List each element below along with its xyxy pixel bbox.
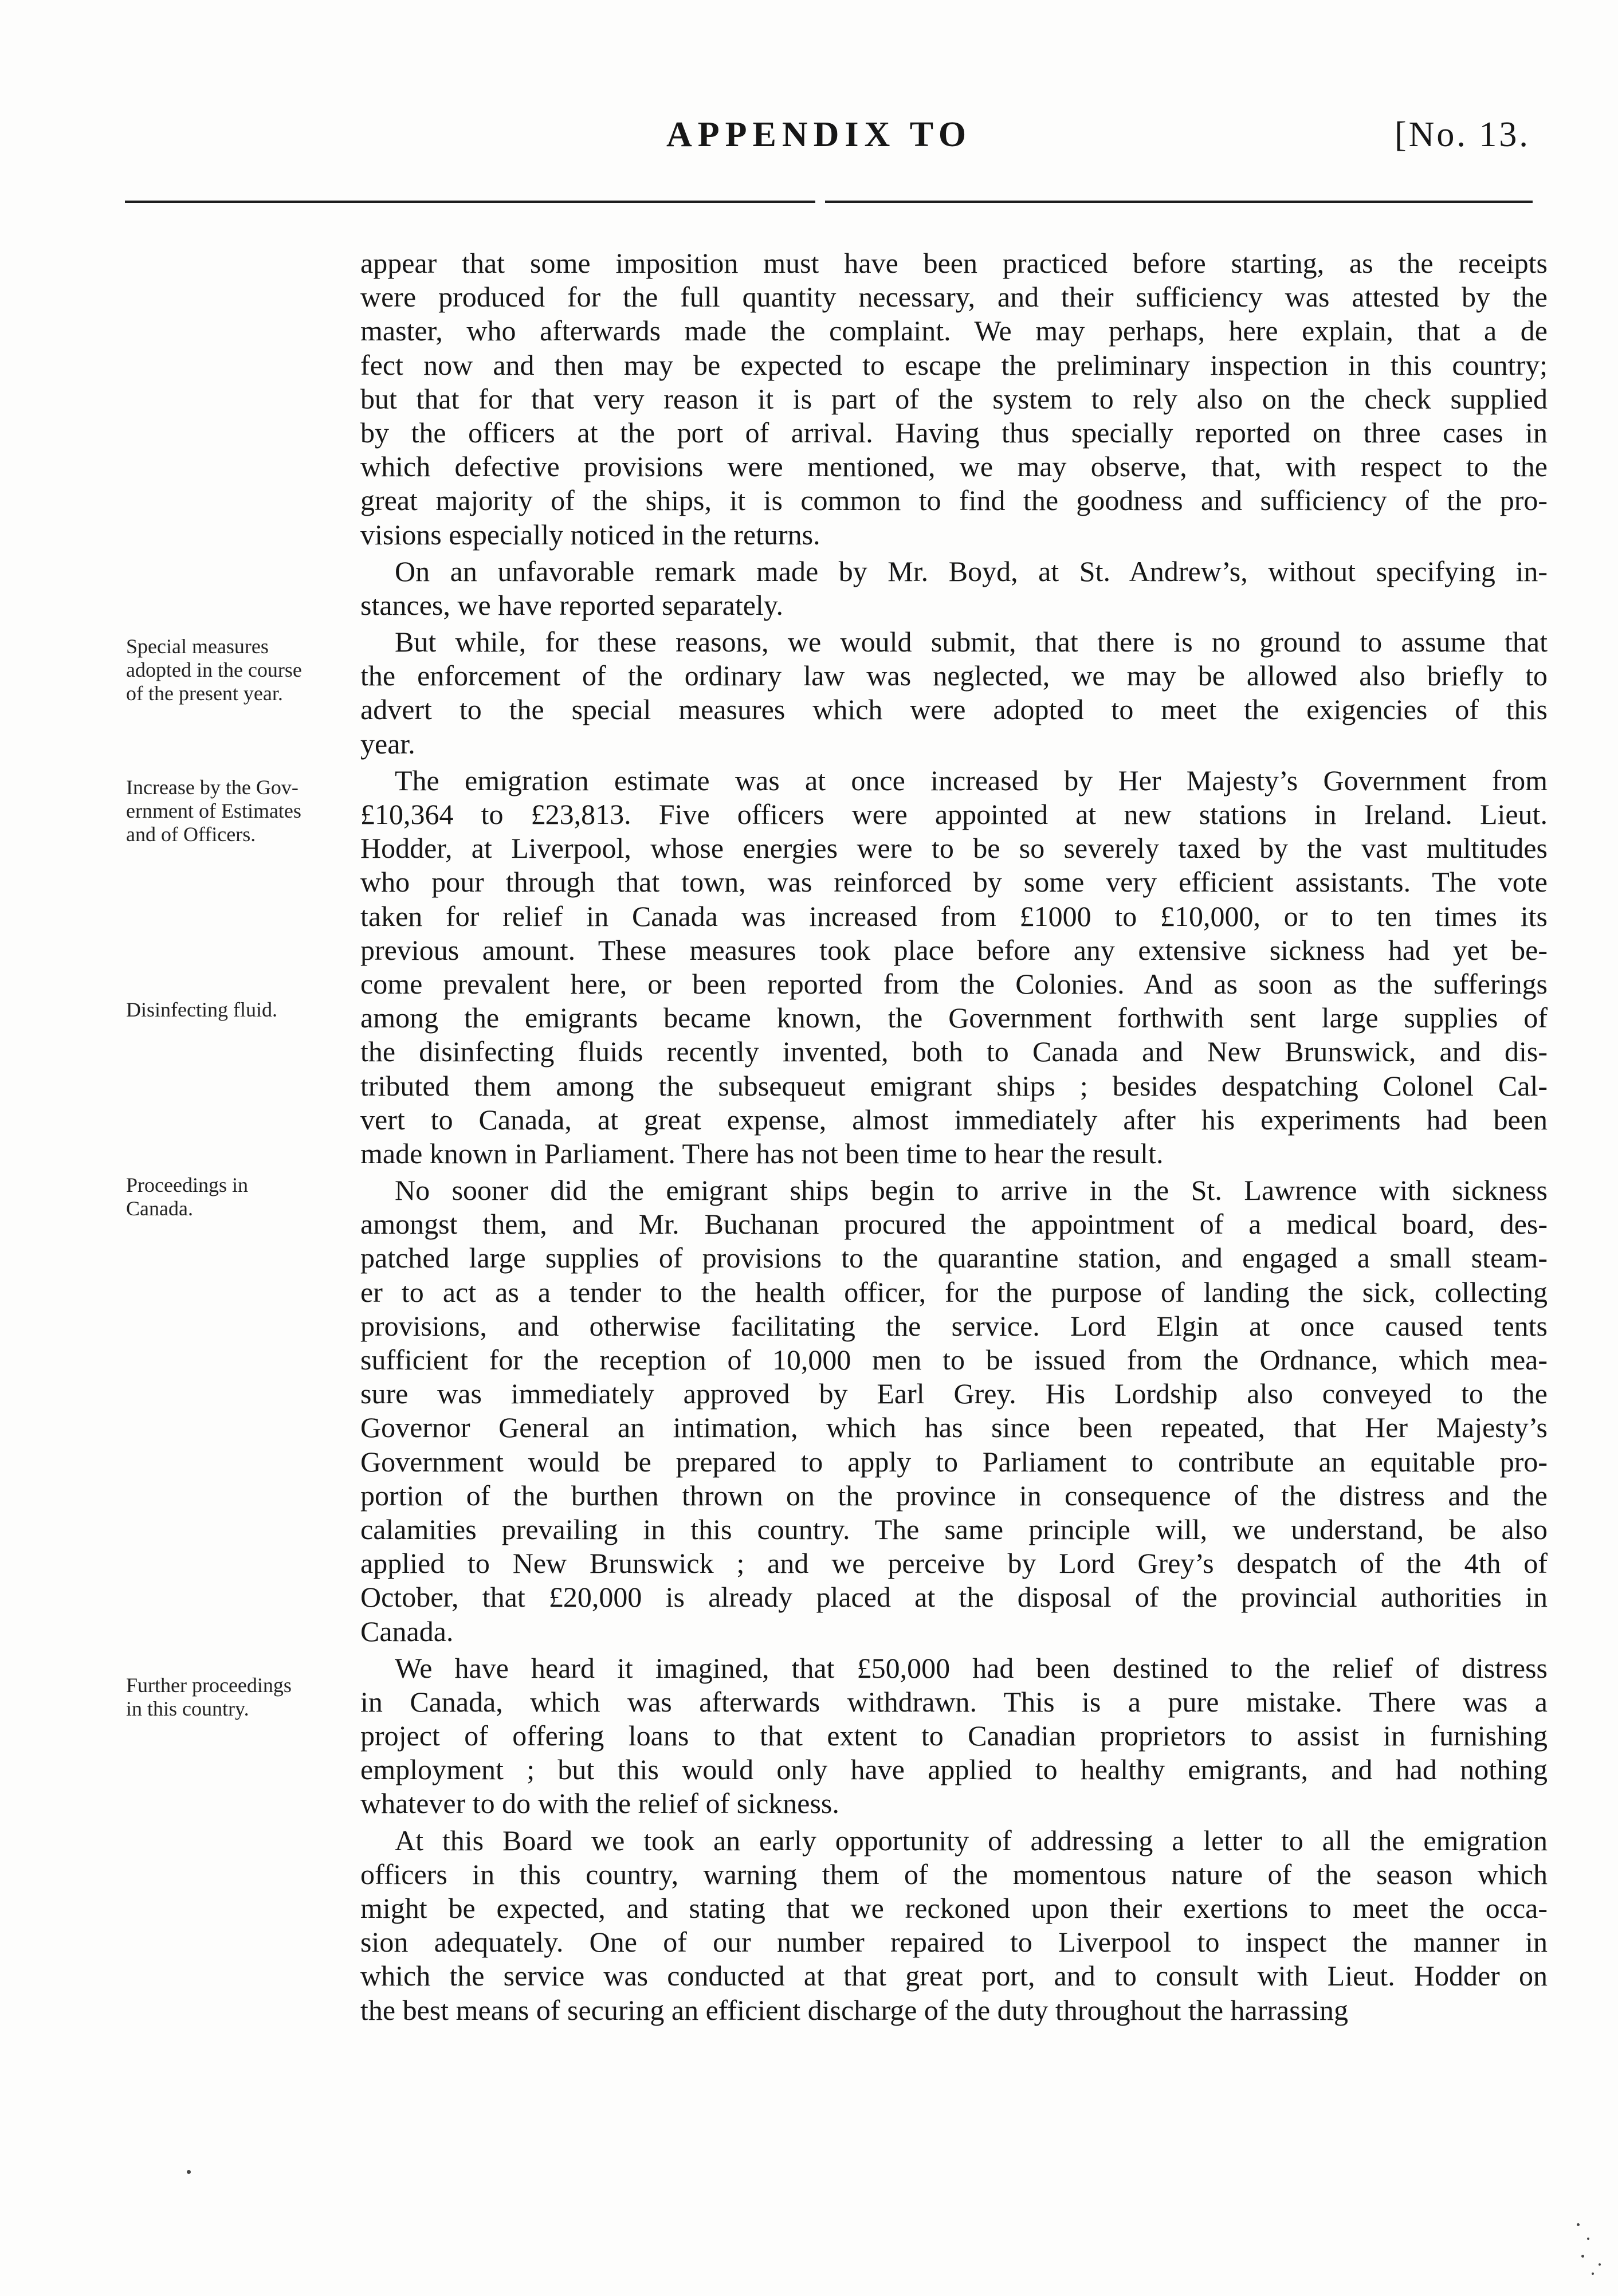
text-line: But while, for these reasons, we would submit, that there is no ground to assume that [395,626,1548,658]
body-text [360,246,1548,2027]
text-line: calamities prevailing in this country. The same principle will, we understand, be also [360,1513,1548,1545]
text-line: by the officers at the port of arrival. Having thus specially reported on three cases in [360,416,1548,449]
text-line: the disinfecting fluids recently invented, both to Canada and New Brunswick, and dis- [360,1035,1548,1068]
header-rule [825,201,1533,203]
text-line: come prevalent here, or been reported from the Colonies. And as soon as the sufferings [360,967,1548,1000]
text-line: among the emigrants became known, the Government forthwith sent large supplies of [360,1002,1548,1034]
text-line: Hodder, at Liverpool, whose energies were to be so severely taxed by the vast multitudes [360,832,1548,865]
margin-note-line: Disinfecting fluid. [126,998,277,1021]
scan-speck [1599,2263,1601,2266]
text-line: At this Board we took an early opportunity of addressing a letter to all the emigration [395,1824,1548,1857]
margin-note-line: and of Officers. [126,823,256,846]
text-line: October, that £20,000 is already placed at the disposal of the provincial authorities in [360,1581,1548,1614]
text-line: made known in Parliament. There has not been time to hear the result. [360,1137,1164,1169]
margin-note-special-measures [126,635,347,705]
paragraph [360,625,1548,761]
text-line: stances, we have reported separately. [360,588,784,621]
text-line: No sooner did the emigrant ships begin to arrive in the St. Lawrence with sickness [395,1174,1548,1207]
text-line: sure was immediately approved by Earl Grey. His Lordship also conveyed to the [360,1377,1548,1410]
text-line: The emigration estimate was at once increased by Her Majesty’s Government from [395,764,1548,796]
page-number: [No. 13. [1395,115,1530,154]
text-line: provisions, and otherwise facilitating the service. Lord Elgin at once caused tents [360,1309,1548,1342]
text-line: great majority of the ships, it is common to find the goodness and sufficiency of the pro- [360,484,1548,517]
text-line: employment ; but this would only have applied to healthy emigrants, and had nothing [360,1753,1548,1786]
scan-speck [187,2170,191,2174]
paragraph [360,1173,1548,1649]
paragraph [360,555,1548,622]
text-line: vert to Canada, at great expense, almost immediately after his experiments had been [360,1103,1548,1136]
text-line: previous amount. These measures took place before any extensive sickness had yet be- [360,933,1548,966]
text-line: sufficient for the reception of 10,000 men to be issued from the Ordnance, which mea- [360,1344,1548,1376]
margin-note-line: of the present year. [126,682,283,705]
text-line: project of offering loans to that extent to Canadian proprietors to assist in furnishing [360,1720,1548,1752]
text-line: tributed them among the subsequeut emigrant ships ; besides despatching Colonel Cal- [360,1069,1548,1102]
text-line: officers in this country, warning them of the momentous nature of the season which [360,1858,1548,1890]
text-line: Governor General an intimation, which has since been repeated, that Her Majesty’s [360,1411,1548,1444]
text-line: which the service was conducted at that great port, and to consult with Lieut. Hodder on [360,1960,1548,1992]
text-line: We have heard it imagined, that £50,000 had been destined to the relief of distress [395,1651,1548,1684]
margin-note-line: ernment of Estimates [126,799,301,822]
margin-note-further-proceedings [126,1674,347,1721]
text-line: in Canada, which was afterwards withdrawn. This is a pure mistake. There was a [360,1685,1548,1718]
text-line: master, who afterwards made the complaint. We may perhaps, here explain, that a de [360,315,1548,347]
text-line: Government would be prepared to apply to Parliament to contribute an equitable pro- [360,1445,1548,1478]
text-line: appear that some imposition must have been practiced before starting, as the receipts [360,247,1548,279]
text-line: might be expected, and stating that we reckoned upon their exertions to meet the occa- [360,1892,1548,1924]
text-line: year. [360,727,415,760]
scan-speck [1587,2238,1589,2240]
margin-note-increase-estimates [126,776,347,846]
margin-note-line: Special measures [126,635,269,658]
text-line: amongst them, and Mr. Buchanan procured the appointment of a medical board, des- [360,1208,1548,1241]
text-line: the best means of securing an efficient discharge of the duty throughout the harrassing [360,1993,1349,2026]
margin-note-line: Canada. [126,1197,193,1220]
paragraph [360,764,1548,1171]
header-rule [125,201,815,203]
running-head-title: APPENDIX TO [666,115,972,154]
scan-speck [1592,2273,1594,2275]
text-line: who pour through that town, was reinforced by some very efficient assistants. The vote [360,866,1548,898]
margin-note-line: Increase by the Gov- [126,776,299,799]
paragraph [360,1651,1548,1821]
text-line: portion of the burthen thrown on the province in consequence of the distress and the [360,1479,1548,1512]
text-line: which defective provisions were mentioned, we may observe, that, with respect to the [360,450,1548,483]
paragraph [360,246,1548,552]
margin-note-line: Proceedings in [126,1173,248,1196]
text-line: taken for relief in Canada was increased from £1000 to £10,000, or to ten times its [360,900,1548,932]
text-line: applied to New Brunswick ; and we perceive by Lord Grey’s despatch of the 4th of [360,1547,1548,1580]
text-line: were produced for the full quantity necessary, and their sufficiency was attested by the [360,281,1548,313]
text-line: er to act as a tender to the health officer, for the purpose of landing the sick, collecting [360,1275,1548,1308]
text-line: the enforcement of the ordinary law was neglected, we may be allowed also briefly to [360,660,1548,692]
text-line: whatever to do with the relief of sickness. [360,1787,839,1820]
text-line: £10,364 to £23,813. Five officers were appointed at new stations in Ireland. Lieut. [360,798,1548,830]
text-line: Canada. [360,1615,454,1647]
text-line: fect now and then may be expected to escape the preliminary inspection in this country; [360,348,1548,381]
margin-note-proceedings-canada [126,1173,347,1220]
text-line: patched large supplies of provisions to the quarantine station, and engaged a small steam- [360,1242,1548,1274]
text-line: On an unfavorable remark made by Mr. Boyd, at St. Andrew’s, without specifying in- [395,555,1548,587]
text-line: advert to the special measures which were adopted to meet the exigencies of this [360,693,1548,726]
text-line: but that for that very reason it is part of the system to rely also on the check supplied [360,382,1548,415]
margin-note-disinfecting-fluid [126,998,347,1022]
scan-speck [1577,2223,1580,2226]
paragraph [360,1824,1548,2027]
margin-note-line: Further proceedings [126,1674,292,1697]
text-line: visions especially noticed in the returns. [360,518,820,551]
margin-note-line: in this country. [126,1697,249,1720]
margin-note-line: adopted in the course [126,658,302,681]
scan-speck [1581,2255,1584,2258]
text-line: sion adequately. One of our number repaired to Liverpool to inspect the manner in [360,1926,1548,1959]
